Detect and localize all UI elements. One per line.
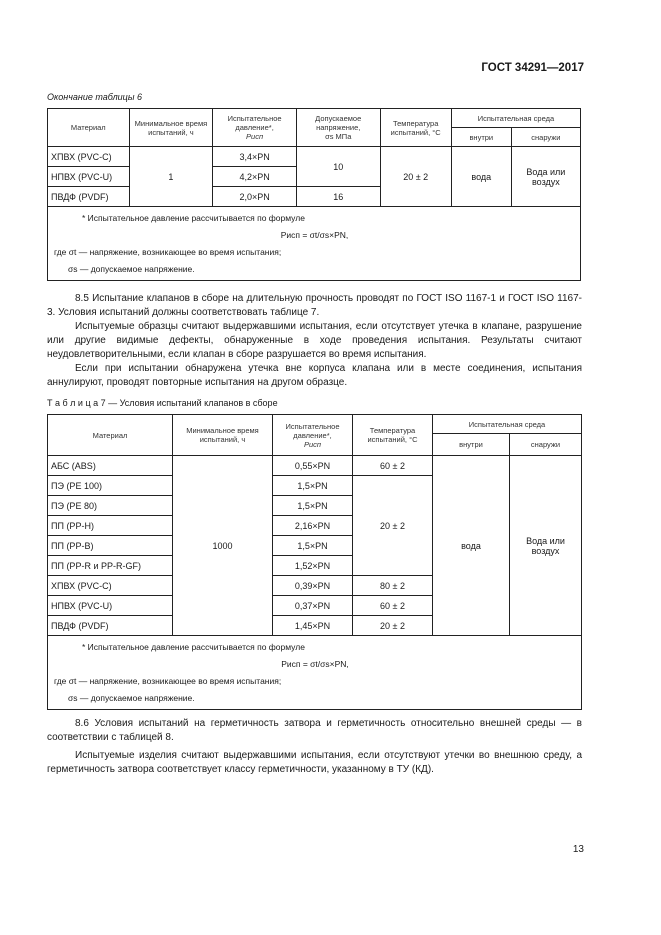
table-row [48,147,581,167]
cell-material: НПВХ (PVC-U) [48,167,130,187]
header-material: Материал [48,415,173,456]
cell-pressure: 0,55×PN [273,456,353,476]
cell-material: ПЭ (PE 80) [48,496,173,516]
cell-material: ПП (PP-H) [48,516,173,536]
header-outside: снаружи [511,128,580,147]
cell-pressure: 1,5×PN [273,496,353,516]
cell-temperature: 60 ± 2 [353,596,433,616]
cell-pressure: 0,37×PN [273,596,353,616]
cell-material: ПП (PP-R и PP-R-GF) [48,556,173,576]
table6-caption: Окончание таблицы 6 [47,92,142,102]
cell-temperature: 20 ± 2 [353,476,433,576]
header-inside: внутри [451,128,511,147]
cell-temperature: 20 ± 2 [353,616,433,636]
cell-time: 1000 [173,456,273,636]
cell-material: ПВДФ (PVDF) [48,187,130,207]
cell-temperature: 60 ± 2 [353,456,433,476]
table-7 [47,414,582,710]
header-pressure: Испытательное давление*, Рисп [213,109,297,147]
cell-material: ПП (PP-B) [48,536,173,556]
header-medium: Испытательная среда [433,415,582,434]
header-medium: Испытательная среда [451,109,580,128]
cell-outside: Вода или воздух [511,147,580,207]
header-inside: внутри [433,434,510,456]
header-min-time: Минимальное время испытаний, ч [129,109,213,147]
header-stress: Допускаемое напряжение, σs МПа [296,109,380,147]
cell-inside: вода [433,456,510,636]
header-temperature: Температура испытаний, °С [380,109,451,147]
cell-material: ПВДФ (PVDF) [48,616,173,636]
table-row [48,456,582,476]
cell-pressure: 1,52×PN [273,556,353,576]
cell-temperature: 80 ± 2 [353,576,433,596]
header-pressure: Испытательное давление*, Рисп [273,415,353,456]
table7-caption: Т а б л и ц а 7 — Условия испытаний клапанов в сборе [47,398,278,408]
cell-pressure: 1,5×PN [273,536,353,556]
cell-pressure: 4,2×PN [213,167,297,187]
section-8-5: 8.5 Испытание клапанов в сборе на длительную прочность проводят по ГОСТ ISO 1167-1 и ГОСТ ISO 1167-3. Условия испытаний должны соответствовать таблице 7. Испытуемые образцы считают выдержавшими испытания, если отсутствует утечка в клапане, разрушение или другие видимые дефекты, обнаруженные в ходе проведения испытания. Результаты считают неудовлетворительными, если клапан в сборе разрушается во время испытания. Если при испытании обнаружена утечка вне корпуса клапана или в месте соединения, испытания аннулируют, проводят повторные испытания на другом образце. [47,293,582,388]
cell-pressure: 2,0×PN [213,187,297,207]
table-6 [47,108,581,281]
cell-pressure: 1,5×PN [273,476,353,496]
cell-outside: Вода или воздух [510,456,582,636]
cell-material: АБС (ABS) [48,456,173,476]
page-number: 13 [572,844,584,855]
cell-material: НПВХ (PVC-U) [48,596,173,616]
cell-time: 1 [129,147,213,207]
standard-number: ГОСТ 34291—2017 [481,62,584,74]
cell-material: ПЭ (PE 100) [48,476,173,496]
cell-material: ХПВХ (PVC-C) [48,576,173,596]
cell-material: ХПВХ (PVC-C) [48,147,130,167]
header-min-time: Минимальное время испытаний, ч [173,415,273,456]
header-material: Материал [48,109,130,147]
table6-footnote: * Испытательное давление рассчитывается по формуле Рисп = σt/σs×PN, где σt — напряжение, возникающее во время испытания; σs — допускаемое напряжение. [48,207,581,281]
cell-pressure: 0,39×PN [273,576,353,596]
table7-footnote: * Испытательное давление рассчитывается по формуле Рисп = σt/σs×PN, где σt — напряжение, возникающее во время испытания; σs — допускаемое напряжение. [48,636,582,710]
cell-temperature: 20 ± 2 [380,147,451,207]
cell-stress: 16 [296,187,380,207]
cell-stress: 10 [296,147,380,187]
cell-pressure: 1,45×PN [273,616,353,636]
header-temperature: Температура испытаний, °С [353,415,433,456]
cell-pressure: 2,16×PN [273,516,353,536]
header-outside: снаружи [510,434,582,456]
section-8-6: 8.6 Условия испытаний на герметичность затвора и герметичность относительно внешней среды — в соответствии с таблицей 8. Испытуемые изделия считают выдержавшими испытания, если отсутствуют утечки во внешнюю среду, а герметичность затвора соответствует классу герметичности, указанному в ТУ (КД). [47,718,582,775]
cell-pressure: 3,4×PN [213,147,297,167]
cell-inside: вода [451,147,511,207]
